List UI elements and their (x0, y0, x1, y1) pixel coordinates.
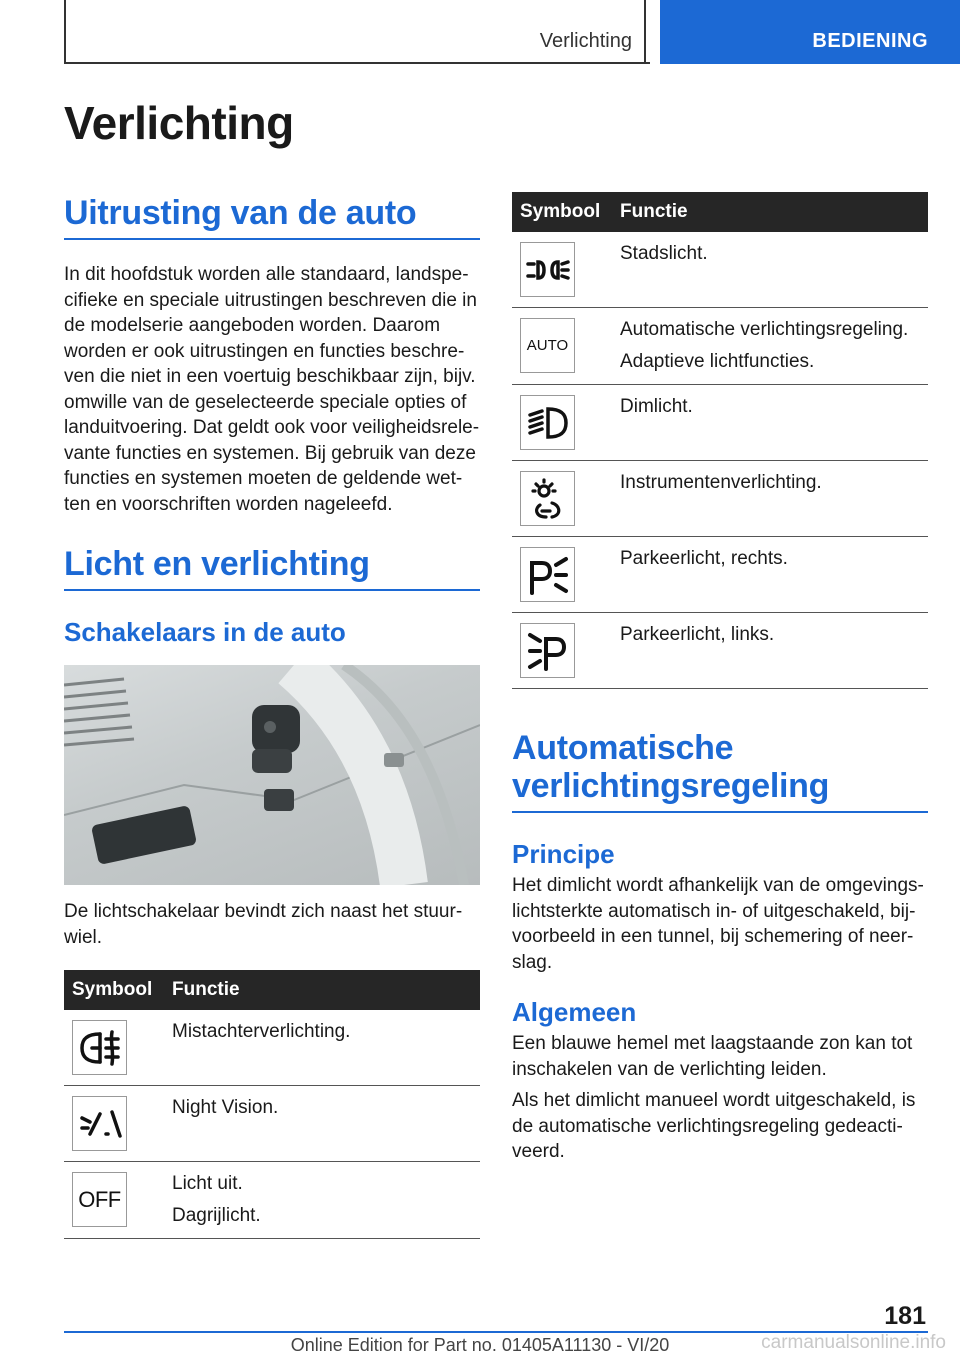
general-paragraph-1: Een blauwe hemel met laagstaande zon kan tot inschakelen van de verlichting leiden. (512, 1033, 913, 1080)
watermark: carmanualsonline.info (761, 1332, 946, 1353)
function-text: Mistachterverlichting. (172, 1021, 351, 1042)
parking-light-left-icon (520, 623, 575, 678)
low-beam-icon (520, 395, 575, 450)
general-paragraph-2: Als het dimlicht manueel wordt uitgeschakeld, is de automatische verlichtingsregeling gedeacti-veerd. (512, 1090, 916, 1162)
heading-equipment: Uitrusting van de auto (64, 194, 480, 240)
heading-lights: Licht en verlichting (64, 545, 480, 591)
table-row (64, 1010, 480, 1086)
col-header-function: Functie (166, 970, 480, 1010)
function-text: Instrumentenverlichting. (620, 472, 822, 493)
heading-auto-lighting: Automatische verlichtingsregeling (512, 729, 928, 813)
function-text: Night Vision. (172, 1097, 279, 1118)
footer-edition: Online Edition for Part no. 01405A11130 - VI/20 (290, 1335, 670, 1355)
col-header-function: Functie (614, 192, 928, 232)
function-text: Licht uit. (172, 1173, 243, 1194)
table-row (512, 537, 928, 613)
function-text: Stadslicht. (620, 243, 708, 264)
header-rule-bottom (64, 62, 650, 64)
function-text: Dimlicht. (620, 396, 693, 417)
header-chapter-tab[interactable] (660, 0, 960, 64)
night-vision-icon (72, 1096, 127, 1151)
table-row (512, 613, 928, 689)
principle-paragraph: Het dimlicht wordt afhankelijk van de omgevings-lichtsterkte automatisch in- of uitgeschakeld, bij-voorbeeld in een tunnel, bij schemering of neer-slag. (512, 875, 924, 973)
header-section-label: Verlichting (539, 30, 632, 52)
left-symbol-table (64, 970, 480, 1239)
page-number: 181 (884, 1302, 926, 1330)
col-header-symbol: Symbool (64, 970, 166, 1010)
table-row (512, 308, 928, 385)
function-text: Adaptieve lichtfuncties. (620, 351, 815, 372)
table-row (64, 1086, 480, 1162)
instrument-lighting-icon (520, 471, 575, 526)
function-text: Parkeerlicht, rechts. (620, 548, 788, 569)
right-symbol-table (512, 192, 928, 689)
front-fog-light-icon (72, 1020, 127, 1075)
parking-lights-icon (520, 242, 575, 297)
table-row (512, 461, 928, 537)
function-text: Parkeerlicht, links. (620, 624, 775, 645)
light-switch-photo (64, 665, 480, 885)
function-text: Dagrijlicht. (172, 1205, 261, 1226)
table-row (64, 1162, 480, 1239)
off-icon: OFF (72, 1172, 127, 1227)
table-row (512, 385, 928, 461)
header-section (66, 0, 646, 62)
switch-caption: De lichtschakelaar bevindt zich naast het stuur-wiel. (64, 901, 463, 948)
heading-general: Algemeen (512, 997, 637, 1027)
header-chapter-label: BEDIENING (812, 30, 928, 52)
table-row (512, 232, 928, 308)
auto-icon: AUTO (520, 318, 575, 373)
heading-switches: Schakelaars in de auto (64, 617, 346, 647)
left-column (64, 190, 480, 1239)
function-text: Automatische verlichtingsregeling. (620, 319, 909, 340)
intro-paragraph: In dit hoofdstuk worden alle standaard, landspe-cifieke en speciale uitrustingen beschreven die in de modelserie aangeboden worden. Daarom worden er ook uitrustingen en functies beschre-ven die niet in een voertuig beschikbaar zijn, bijv. omwille van de geselecteerde speciale opties of landuitvoering. Dat geldt ook voor veiligheidsrele-vante functies en systemen. Bij gebruik van deze functies en systemen moeten de geldende wet-ten en voorschriften worden nageleefd. (64, 264, 480, 515)
parking-light-right-icon (520, 547, 575, 602)
heading-principle: Principe (512, 839, 615, 869)
page-title: Verlichting (64, 97, 294, 149)
col-header-symbol: Symbool (512, 192, 614, 232)
right-column (512, 192, 928, 1165)
